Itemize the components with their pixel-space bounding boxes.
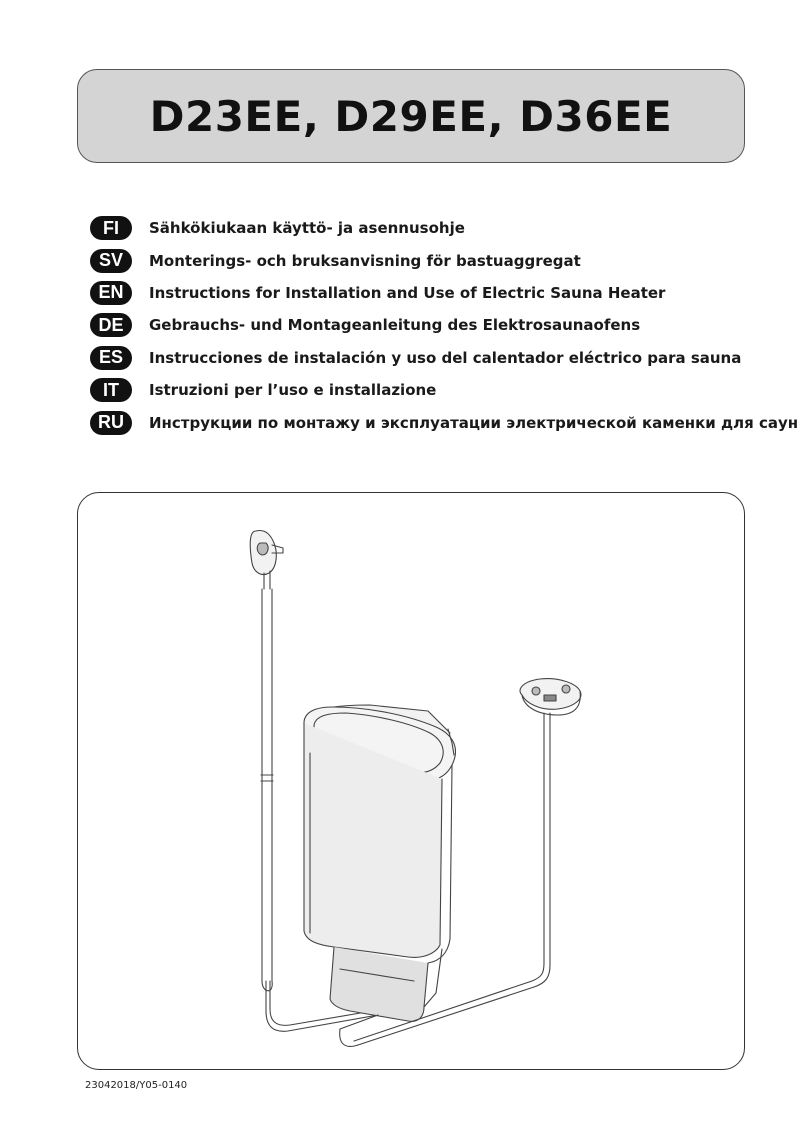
sensor-pole — [261, 589, 273, 991]
sauna-heater-illustration — [78, 493, 745, 1070]
language-item-it — [90, 374, 798, 406]
language-item-fi — [90, 212, 798, 244]
language-title-it: Istruzioni per l’uso e installazione — [149, 381, 437, 400]
language-item-de — [90, 309, 798, 341]
language-list — [90, 212, 798, 439]
language-title-de: Gebrauchs- und Montageanleitung des Elektrosaunaofens — [149, 316, 641, 335]
language-title-sv: Monterings- och bruksanvisning för bastuaggregat — [149, 251, 581, 270]
language-badge-es: ES — [90, 346, 132, 370]
language-badge-sv: SV — [90, 249, 132, 273]
language-item-es — [90, 342, 798, 374]
language-badge-it: IT — [90, 378, 132, 402]
product-illustration — [77, 492, 745, 1070]
temperature-sensor-icon — [250, 531, 283, 590]
language-title-fi: Sähkökiukaan käyttö- ja asennusohje — [149, 219, 465, 238]
language-title-es: Instrucciones de instalación y uso del calentador eléctrico para sauna — [149, 348, 742, 367]
language-item-sv — [90, 244, 798, 276]
language-badge-de: DE — [90, 313, 132, 337]
language-title-ru: Инструкции по монтажу и эксплуатации электрической каменки для саун — [149, 413, 799, 432]
language-title-en: Instructions for Installation and Use of Electric Sauna Heater — [149, 283, 666, 302]
title-box — [77, 69, 745, 163]
language-item-ru — [90, 406, 798, 438]
sauna-heater-icon — [304, 705, 455, 1021]
page-title: D23EE, D29EE, D36EE — [149, 91, 673, 141]
language-badge-fi: FI — [90, 216, 132, 240]
language-badge-ru: RU — [90, 411, 132, 435]
document-code: 23042018/Y05-0140 — [85, 1080, 188, 1091]
language-item-en — [90, 277, 798, 309]
control-panel-icon — [520, 679, 581, 715]
language-badge-en: EN — [90, 281, 132, 305]
